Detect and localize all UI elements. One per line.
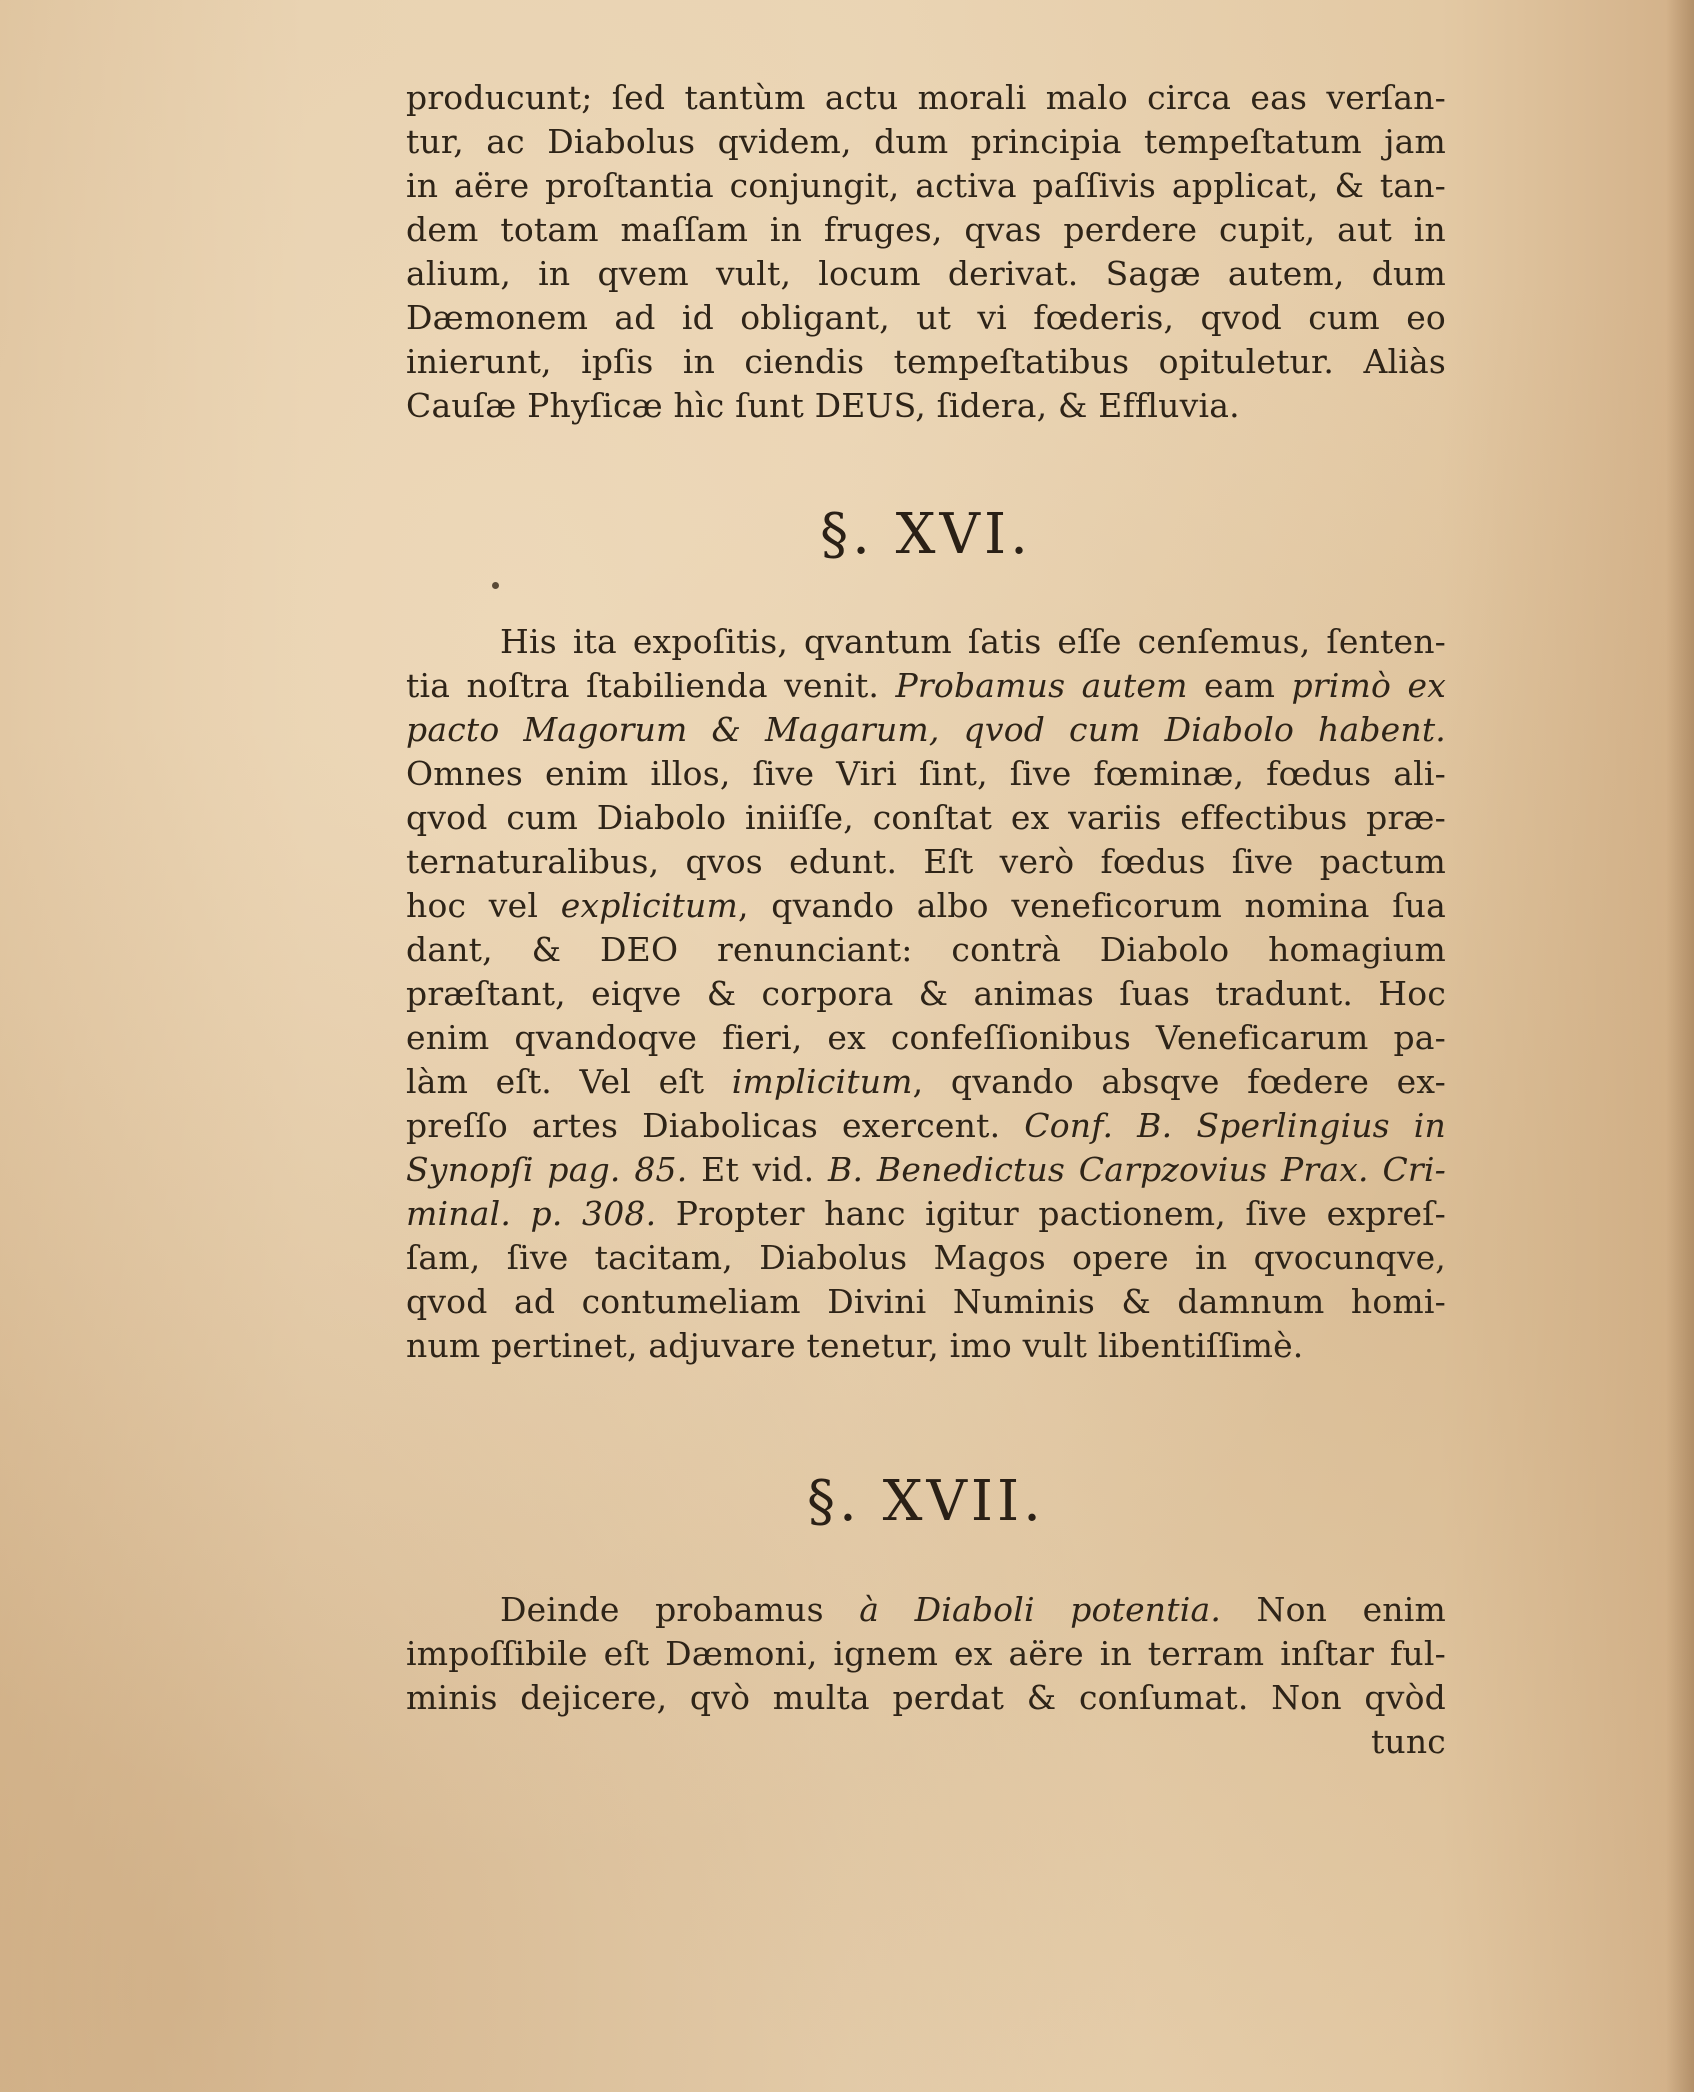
text-line: hoc vel explicitum, qvando albo veneficorum nomina ſua bbox=[406, 886, 1446, 925]
text-line: in aëre proſtantia conjungit, activa paſſivis applicat, & tan- bbox=[406, 166, 1446, 205]
text-line: ſam, ſive tacitam, Diabolus Magos opere in qvocunqve, bbox=[406, 1238, 1446, 1277]
text-line: num pertinet, adjuvare tenetur, imo vult libentiſſimè. bbox=[406, 1326, 1304, 1365]
text-line: minal. p. 308. Propter hanc igitur pactionem, ſive expreſ- bbox=[406, 1194, 1446, 1233]
text-line: producunt; ſed tantùm actu morali malo circa eas verſan- bbox=[406, 78, 1446, 117]
text-line: alium, in qvem vult, locum derivat. Sagæ autem, dum bbox=[406, 254, 1446, 293]
text-line: minis dejicere, qvò multa perdat & conſumat. Non qvòd bbox=[406, 1678, 1446, 1717]
text-line: præſtant, eiqve & corpora & animas ſuas tradunt. Hoc bbox=[406, 974, 1446, 1013]
ink-spot bbox=[492, 582, 499, 589]
text-line: impoſſibile eſt Dæmoni, ignem ex aëre in terram inſtar ful- bbox=[406, 1634, 1446, 1673]
text-line: tia noſtra ſtabilienda venit. Probamus autem eam primò ex bbox=[406, 666, 1446, 705]
text-line: Omnes enim illos, ſive Viri ſint, ſive fœminæ, fœdus ali- bbox=[406, 754, 1446, 793]
text-line: preſſo artes Diabolicas exercent. Conf. B. Sperlingius in bbox=[406, 1106, 1446, 1145]
text-line: làm eſt. Vel eſt implicitum, qvando absqve fœdere ex- bbox=[406, 1062, 1446, 1101]
catchword: tunc bbox=[1370, 1722, 1446, 1761]
text-line: tur, ac Diabolus qvidem, dum principia tempeſtatum jam bbox=[406, 122, 1446, 161]
text-line: Synopſi pag. 85. Et vid. B. Benedictus Carpzovius Prax. Cri- bbox=[406, 1150, 1446, 1189]
text-line: inierunt, ipſis in ciendis tempeſtatibus opituletur. Aliàs bbox=[406, 342, 1446, 381]
text-line: qvod cum Diabolo iniiſſe, conſtat ex variis effectibus præ- bbox=[406, 798, 1446, 837]
text-line: ternaturalibus, qvos edunt. Eſt verò fœdus ſive pactum bbox=[406, 842, 1446, 881]
text-line: qvod ad contumeliam Divini Numinis & damnum homi- bbox=[406, 1282, 1446, 1321]
text-line: Deinde probamus à Diaboli potentia. Non enim bbox=[500, 1590, 1446, 1629]
text-line: dant, & DEO renunciant: contrà Diabolo homagium bbox=[406, 930, 1446, 969]
text-line: Cauſæ Phyſicæ hìc ſunt DEUS, ſidera, & Effluvia. bbox=[406, 386, 1240, 425]
section-heading-xvii: §. XVII. bbox=[807, 1469, 1045, 1534]
text-line: dem totam maſſam in fruges, qvas perdere cupit, aut in bbox=[406, 210, 1446, 249]
text-line: enim qvandoqve fieri, ex confeſſionibus Veneficarum pa- bbox=[406, 1018, 1446, 1057]
text-line: His ita expoſitis, qvantum ſatis eſſe cenſemus, ſenten- bbox=[500, 622, 1446, 661]
page-edge-shadow bbox=[1666, 0, 1694, 2092]
section-heading-xvi: §. XVI. bbox=[820, 502, 1032, 567]
text-line: Dæmonem ad id obligant, ut vi fœderis, qvod cum eo bbox=[406, 298, 1446, 337]
text-line: pacto Magorum & Magarum, qvod cum Diabolo habent. bbox=[406, 710, 1446, 749]
